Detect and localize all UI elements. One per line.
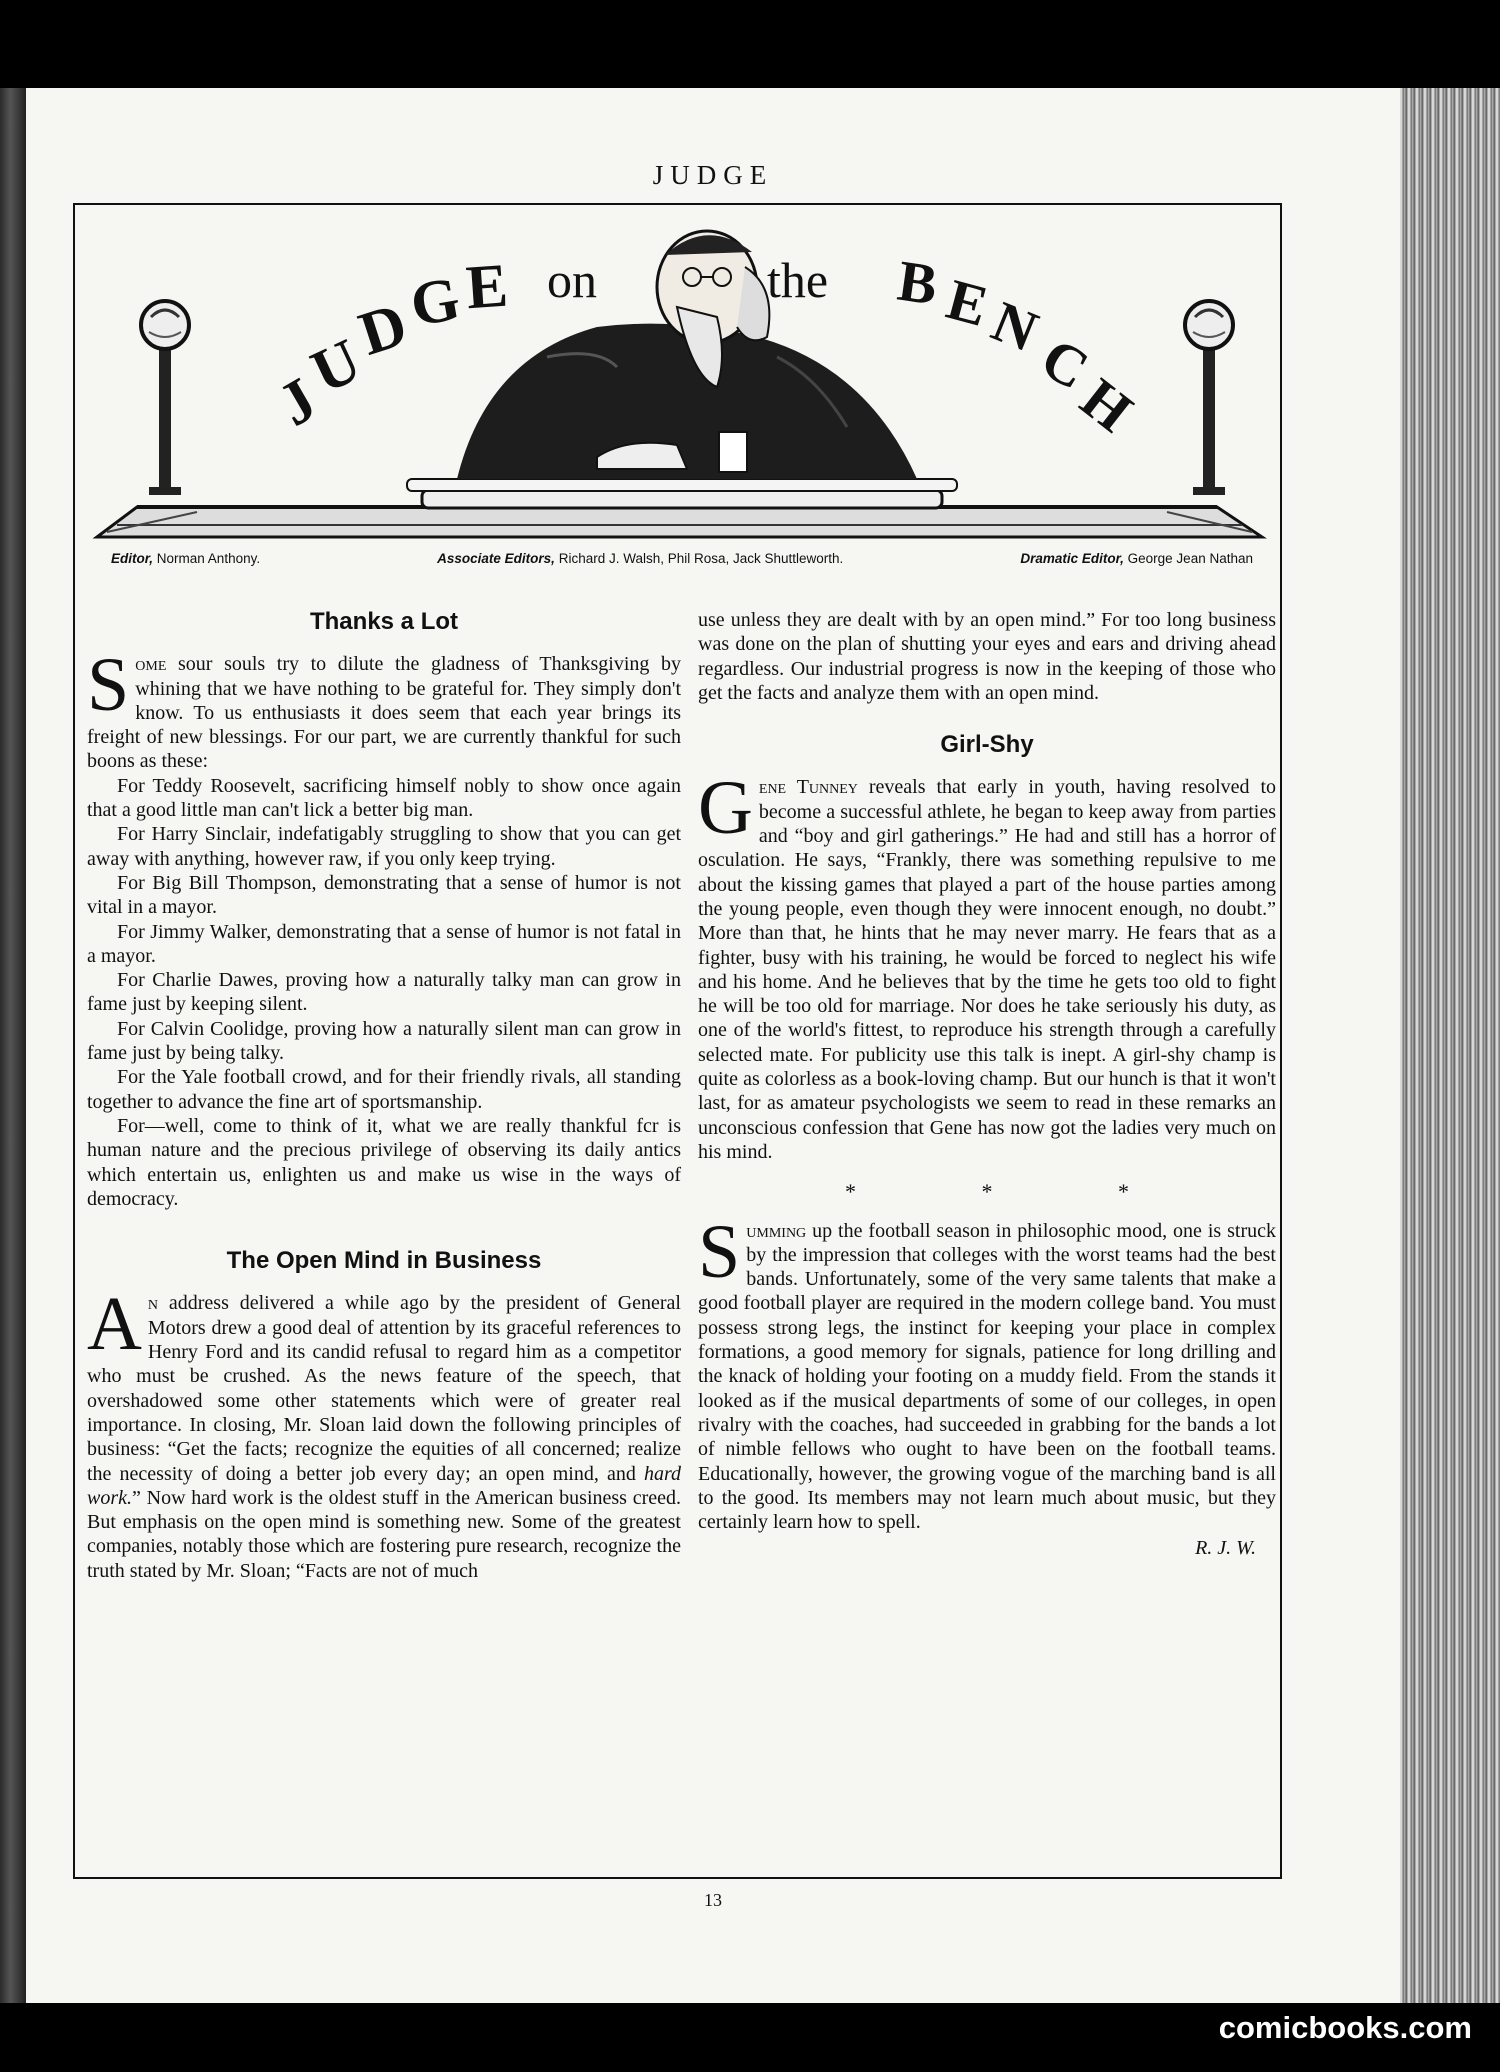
right-column [698, 600, 1276, 1561]
editor-credit: Editor, Norman Anthony. [111, 551, 261, 566]
section-separator: * * * [845, 1179, 1189, 1205]
left-lamp-illustration [141, 301, 189, 495]
svg-text:U: U [301, 326, 371, 407]
masthead: JUDGE [652, 160, 774, 190]
article-paragraph: Summing up the football season in philosophic mood, one is struck by the impression that colleges with the worst teams had the best bands. Unfortunately, some of the very same talents that make a good football player are required in the modern college band. You must possess strong legs, the instinct for keeping your place in complex formations, a good memory for signals, patience for long drilling and the knack of holding your footing on a muddy field. From the stands it looked as if the musical departments of some of our colleges, in open rivalry with the coaches, had succeeded in grabbing for the bands a lot of nimble fellows who ought to have been on the football teams. Educationally, however, the growing vogue of the marching band is all to the good. Its members may not learn much about music, but they certainly learn how to spell. [698, 1209, 1276, 1534]
associate-editors-credit: Associate Editors, Richard J. Walsh, Phil Rosa, Jack Shuttleworth. [437, 551, 844, 566]
svg-text:C: C [1030, 324, 1100, 403]
book-spine [0, 88, 26, 2003]
drop-cap: S [87, 643, 130, 728]
svg-text:B: B [893, 247, 942, 318]
article-paragraph: An address delivered a while ago by the president of General Motors drew a good deal of attention by its graceful references to Henry Ford and its candid refusal to regard him as a competitor who must be crushed. As the news feature of the speech, that overshadowed some other statements which were of greater real importance. In closing, Mr. Sloan laid down the following principles of business: “Get the facts; recognize the equities of all concerned; realize the necessity of doing a better job every day; an open mind, and hard work.” Now hard work is the oldest stuff in the American business creed. But emphasis on the open mind is something new. Some of the greatest companies, notably those which are fostering pure research, recognize the truth stated by Mr. Sloan; “Facts are not of much [87, 1282, 681, 1582]
article-continuation: use unless they are dealt with by an open mind.” For too long business was done on the plan of shutting your eyes and ears and driving ahead regardless. Our industrial progress is now in the keeping of those who get the facts and analyze them with an open mind. [698, 609, 1276, 704]
svg-text:E: E [940, 266, 995, 339]
editorial-credits [111, 551, 1253, 566]
svg-text:E: E [463, 251, 510, 323]
judge-on-the-bench-banner [77, 207, 1280, 542]
page-number: 13 [704, 1890, 722, 1910]
list-item: For Big Bill Thompson, demonstrating that a sense of humor is not vital in a mayor. [87, 871, 681, 919]
watermark: comicbooks.com [1218, 2010, 1472, 2045]
bench-illustration [97, 479, 1262, 537]
drop-cap: G [698, 766, 753, 851]
article-paragraph: Gene Tunney reveals that early in youth, having resolved to become a successful athlete, he began to keep away from parties and “boy and girl gatherings.” He had and still has a horror of osculation. He says, “Frankly, there was something repulsive to me about the kissing games that played a part of the house parties among the young people, even though they were innocent enough, no doubt.” More than that, he hints that he may never marry. He fears that as a fighter, busy with his training, he would be forced to neglect his wife and his home. And he believes that by the time he gets too old to fight he will be too old for marriage. Nor does he take seriously his duty, as one of the world's fittest, to reproduce his strength through a carefully selected mate. For publicity use this talk is inept. A girl-shy champ is quite as colorless as a book-loving champ. But our hunch is that it won't last, for as amateur psychologists we seem to read in these remarks an unconscious confession that Gene has now got the ladies very much on his mind. [698, 766, 1277, 1163]
list-item: For Charlie Dawes, proving how a naturally talky man can grow in fame just by keeping silent. [87, 969, 681, 1016]
author-signoff: R. J. W. [1195, 1537, 1256, 1560]
judge-figure-illustration [457, 231, 917, 479]
list-item: For—well, come to think of it, what we are really thankful fcr is human nature and the precious privilege of observing its daily antics which entertain us, enlighten us and make us wise in the ways of democracy. [87, 1114, 681, 1210]
dramatic-editor-credit: Dramatic Editor, George Jean Nathan [1020, 551, 1253, 566]
svg-text:on: on [547, 252, 597, 308]
list-item: For Harry Sinclair, indefatigably struggling to show that you can get away with anything, however raw, if you only keep trying. [87, 823, 681, 870]
article-title-open-mind: The Open Mind in Business [226, 1247, 542, 1275]
list-item: For Calvin Coolidge, proving how a naturally silent man can grow in fame just by being talky. [87, 1017, 681, 1065]
svg-text:G: G [405, 264, 465, 340]
article-title-girl-shy: Girl-Shy [940, 731, 1034, 759]
drop-cap: S [698, 1209, 741, 1294]
content-frame [73, 203, 1282, 1879]
svg-text:D: D [351, 290, 416, 369]
list-item: For Jimmy Walker, demonstrating that a sense of humor is not fatal in a mayor. [87, 920, 681, 967]
drop-cap: A [87, 1282, 142, 1367]
list-item: For Teddy Roosevelt, sacrificing himself nobly to show once again that a good little man can't lick a better big man. [87, 774, 681, 822]
svg-text:N: N [983, 288, 1047, 365]
svg-text:J: J [267, 365, 329, 440]
left-column [87, 600, 681, 1583]
page-edges [1400, 88, 1500, 2003]
svg-text:H: H [1069, 365, 1145, 445]
right-lamp-illustration [1185, 301, 1233, 495]
article-title-thanks-a-lot: Thanks a Lot [309, 608, 459, 635]
svg-text:the: the [767, 252, 829, 308]
list-item: For the Yale football crowd, and for their friendly rivals, all standing together to advance the fine art of sportsmanship. [87, 1066, 681, 1113]
article-paragraph: Some sour souls try to dilute the gladness of Thanksgiving by whining that we have nothing to be grateful for. They simply don't know. To us enthusiasts it does seem that each year brings its freight of new blessings. For our part, we are currently thankful for such boons as these: [87, 643, 681, 773]
